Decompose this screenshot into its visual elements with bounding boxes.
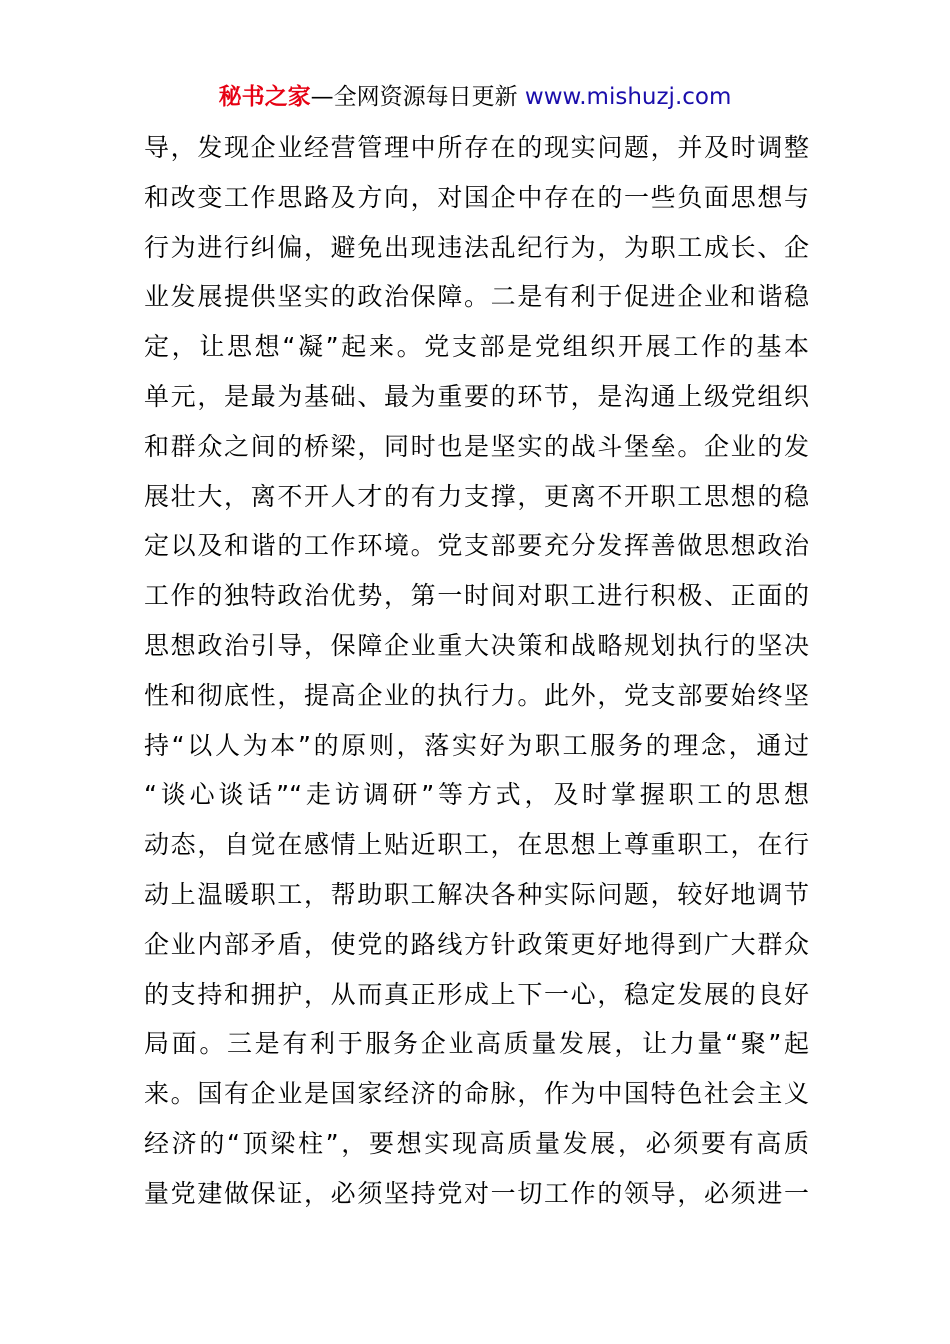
site-brand: 秘书之家 bbox=[218, 84, 311, 110]
text-line: 和群众之间的桥梁，同时也是坚实的战斗堡垒。企业的发 bbox=[144, 431, 809, 461]
text-line: 动态，自觉在感情上贴近职工，在思想上尊重职工，在行 bbox=[144, 830, 809, 860]
text-line: 单元，是最为基础、最为重要的环节，是沟通上级党组织 bbox=[144, 381, 809, 411]
text-line: “谈心谈话”“走访调研”等方式，及时掌握职工的思想 bbox=[144, 780, 809, 810]
text-line: 思想政治引导，保障企业重大决策和战略规划执行的坚决 bbox=[144, 630, 809, 660]
text-line: 企业内部矛盾，使党的路线方针政策更好地得到广大群众 bbox=[144, 929, 809, 959]
text-line: 和改变工作思路及方向，对国企中存在的一些负面思想与 bbox=[144, 182, 809, 212]
text-line: 性和彻底性，提高企业的执行力。此外，党支部要始终坚 bbox=[144, 680, 809, 710]
text-line: 量党建做保证，必须坚持党对一切工作的领导，必须进一 bbox=[144, 1178, 809, 1208]
text-line: 导，发现企业经营管理中所存在的现实问题，并及时调整 bbox=[144, 133, 809, 162]
text-line: 定，让思想“凝”起来。党支部是党组织开展工作的基本 bbox=[144, 332, 809, 362]
text-line: 定以及和谐的工作环境。党支部要充分发挥善做思想政治 bbox=[144, 531, 809, 561]
text-line: 工作的独特政治优势，第一时间对职工进行积极、正面的 bbox=[144, 581, 809, 611]
text-line: 业发展提供坚实的政治保障。二是有利于促进企业和谐稳 bbox=[144, 282, 809, 312]
site-header bbox=[0, 82, 950, 112]
text-line: 行为进行纠偏，避免出现违法乱纪行为，为职工成长、企 bbox=[144, 232, 809, 262]
text-line: 持“以人为本”的原则，落实好为职工服务的理念，通过 bbox=[144, 730, 809, 760]
text-line: 局面。三是有利于服务企业高质量发展，让力量“聚”起 bbox=[144, 1029, 809, 1059]
text-line: 经济的“顶梁柱”，要想实现高质量发展，必须要有高质 bbox=[144, 1128, 809, 1158]
site-tagline: —全网资源每日更新 bbox=[310, 84, 525, 110]
document-body bbox=[144, 123, 809, 1219]
text-line: 动上温暖职工，帮助职工解决各种实际问题，较好地调节 bbox=[144, 879, 809, 909]
text-line: 的支持和拥护，从而真正形成上下一心，稳定发展的良好 bbox=[144, 979, 809, 1009]
text-line: 展壮大，离不开人才的有力支撑，更离不开职工思想的稳 bbox=[144, 481, 809, 511]
site-url-link[interactable]: www.mishuzj.com bbox=[524, 84, 732, 110]
text-line: 来。国有企业是国家经济的命脉，作为中国特色社会主义 bbox=[144, 1079, 809, 1109]
